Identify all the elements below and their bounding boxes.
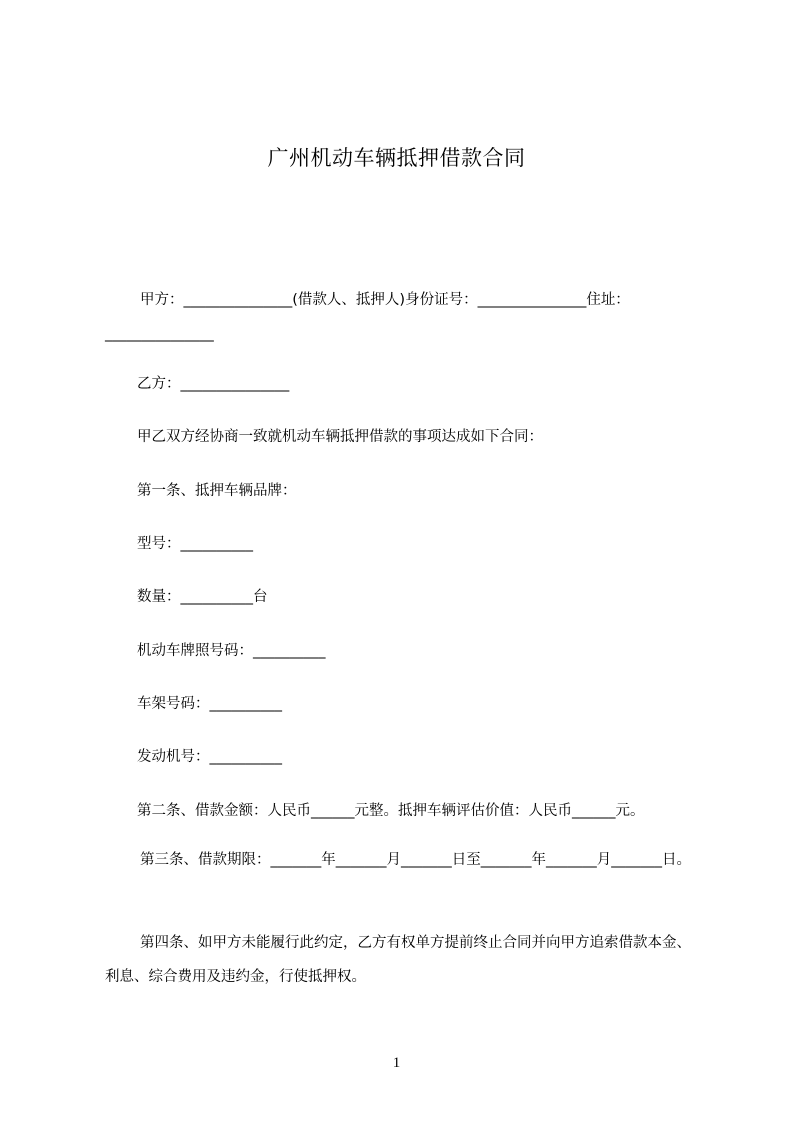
article-4-block [105,926,705,994]
article-3: 第三条、借款期限：_______年_______月_______日至_______年_______月_______日。 [140,852,691,868]
article-3-block [105,843,705,877]
page-number: 1 [392,1055,401,1071]
quantity-field: 数量：__________台 [137,589,268,605]
plate-number-field: 机动车牌照号码：__________ [137,643,326,659]
party-a-text: 甲方：_______________(借款人、抵押人)身份证号：_______________住址：_______________ [105,292,630,342]
frame-number-field: 车架号码：__________ [137,696,282,712]
preamble: 甲乙双方经协商一致就机动车辆抵押借款的事项达成如下合同： [137,429,543,445]
engine-number-field: 发动机号：__________ [137,749,282,765]
party-a-line [105,283,705,351]
article-1: 第一条、抵押车辆品牌： [137,483,297,499]
article-2: 第二条、借款金额：人民币______元整。抵押车辆评估价值：人民币______元。 [137,803,645,819]
party-b-line: 乙方：_______________ [137,376,290,392]
article-4: 第四条、如甲方未能履行此约定，乙方有权单方提前终止合同并向甲方追索借款本金、利息、综合费用及违约金，行使抵押权。 [105,935,691,985]
document-title: 广州机动车辆抵押借款合同 [267,146,526,170]
model-field: 型号：__________ [137,536,253,552]
